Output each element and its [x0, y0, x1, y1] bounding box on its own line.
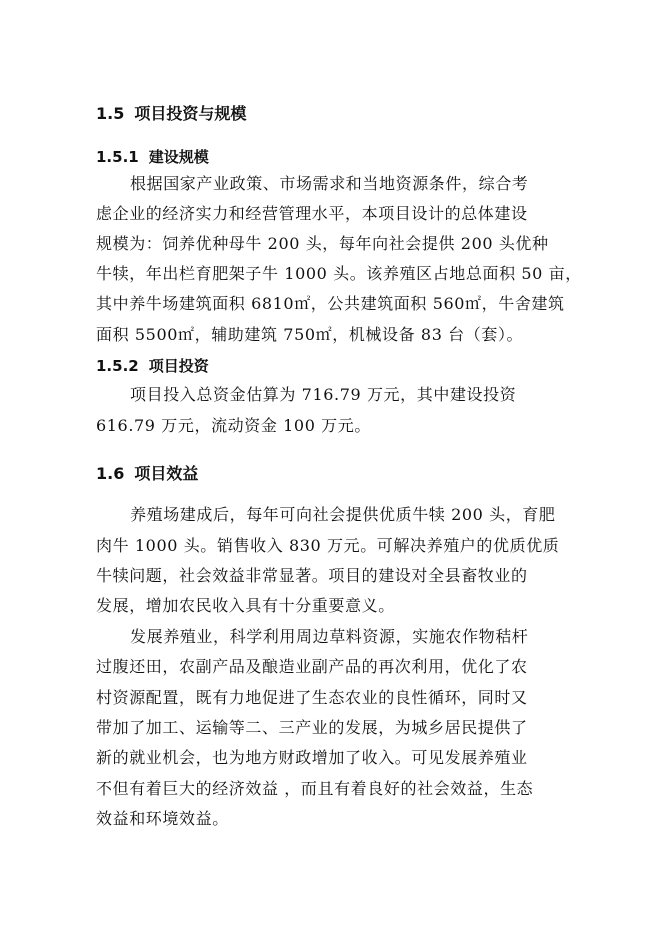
paragraph-line: 养殖场建成后，每年可向社会提供优质牛犊 200 头，育肥	[130, 505, 556, 524]
paragraph-line: 村资源配置，既有力地促进了生态农业的良性循环，同时又	[96, 688, 528, 707]
paragraph-line: 效益和环境效益。	[96, 809, 229, 828]
paragraph-line: 616.79 万元，流动资金 100 万元。	[96, 416, 371, 435]
paragraph-line: 不但有着巨大的经济效益 ，而且有着良好的社会效益，生态	[96, 779, 534, 798]
paragraph-line: 规模为：饲养优种母牛 200 头，每年向社会提供 200 头优种	[96, 234, 549, 253]
paragraph-line: 发展，增加农民收入具有十分重要意义。	[96, 596, 395, 615]
paragraph-line: 虑企业的经济实力和经营管理水平，本项目设计的总体建设	[96, 204, 528, 223]
section-title: 建设规模	[148, 148, 209, 166]
paragraph-line: 牛犊，年出栏育肥架子牛 1000 头。该养殖区占地总面积 50 亩，	[96, 264, 582, 283]
paragraph-line: 根据国家产业政策、市场需求和当地资源条件，综合考	[130, 174, 529, 193]
section-heading-1-5-2	[96, 355, 209, 376]
section-heading-1-5-1	[96, 146, 209, 167]
paragraph-line: 牛犊问题，社会效益非常显著。项目的建设对全县畜牧业的	[96, 566, 528, 585]
paragraph-line: 肉牛 1000 头。销售收入 830 万元。可解决养殖户的优质优质	[96, 536, 560, 555]
paragraph-line: 过腹还田，农副产品及酿造业副产品的再次利用，优化了农	[96, 657, 528, 676]
section-heading-1-5	[96, 101, 246, 124]
section-title: 项目投资	[148, 357, 209, 375]
paragraph-line: 其中养牛场建筑面积 6810㎡，公共建筑面积 560㎡，牛舍建筑	[96, 294, 565, 313]
section-heading-1-6	[96, 461, 198, 484]
section-number: 1.5.1	[96, 148, 139, 166]
paragraph-line: 面积 5500㎡，辅助建筑 750㎡，机械设备 83 台（套）。	[96, 325, 524, 344]
paragraph-line: 带加了加工、运输等二、三产业的发展，为城乡居民提供了	[96, 718, 528, 737]
section-title: 项目效益	[134, 464, 199, 483]
paragraph-line: 发展养殖业，科学利用周边草料资源，实施农作物秸杆	[130, 627, 529, 646]
section-number: 1.5.2	[96, 357, 139, 375]
section-number: 1.6	[96, 464, 125, 483]
section-number: 1.5	[96, 104, 125, 123]
section-title: 项目投资与规模	[134, 104, 247, 123]
paragraph-line: 新的就业机会，也为地方财政增加了收入。可见发展养殖业	[96, 748, 528, 767]
paragraph-line: 项目投入总资金估算为 716.79 万元，其中建设投资	[130, 385, 517, 404]
